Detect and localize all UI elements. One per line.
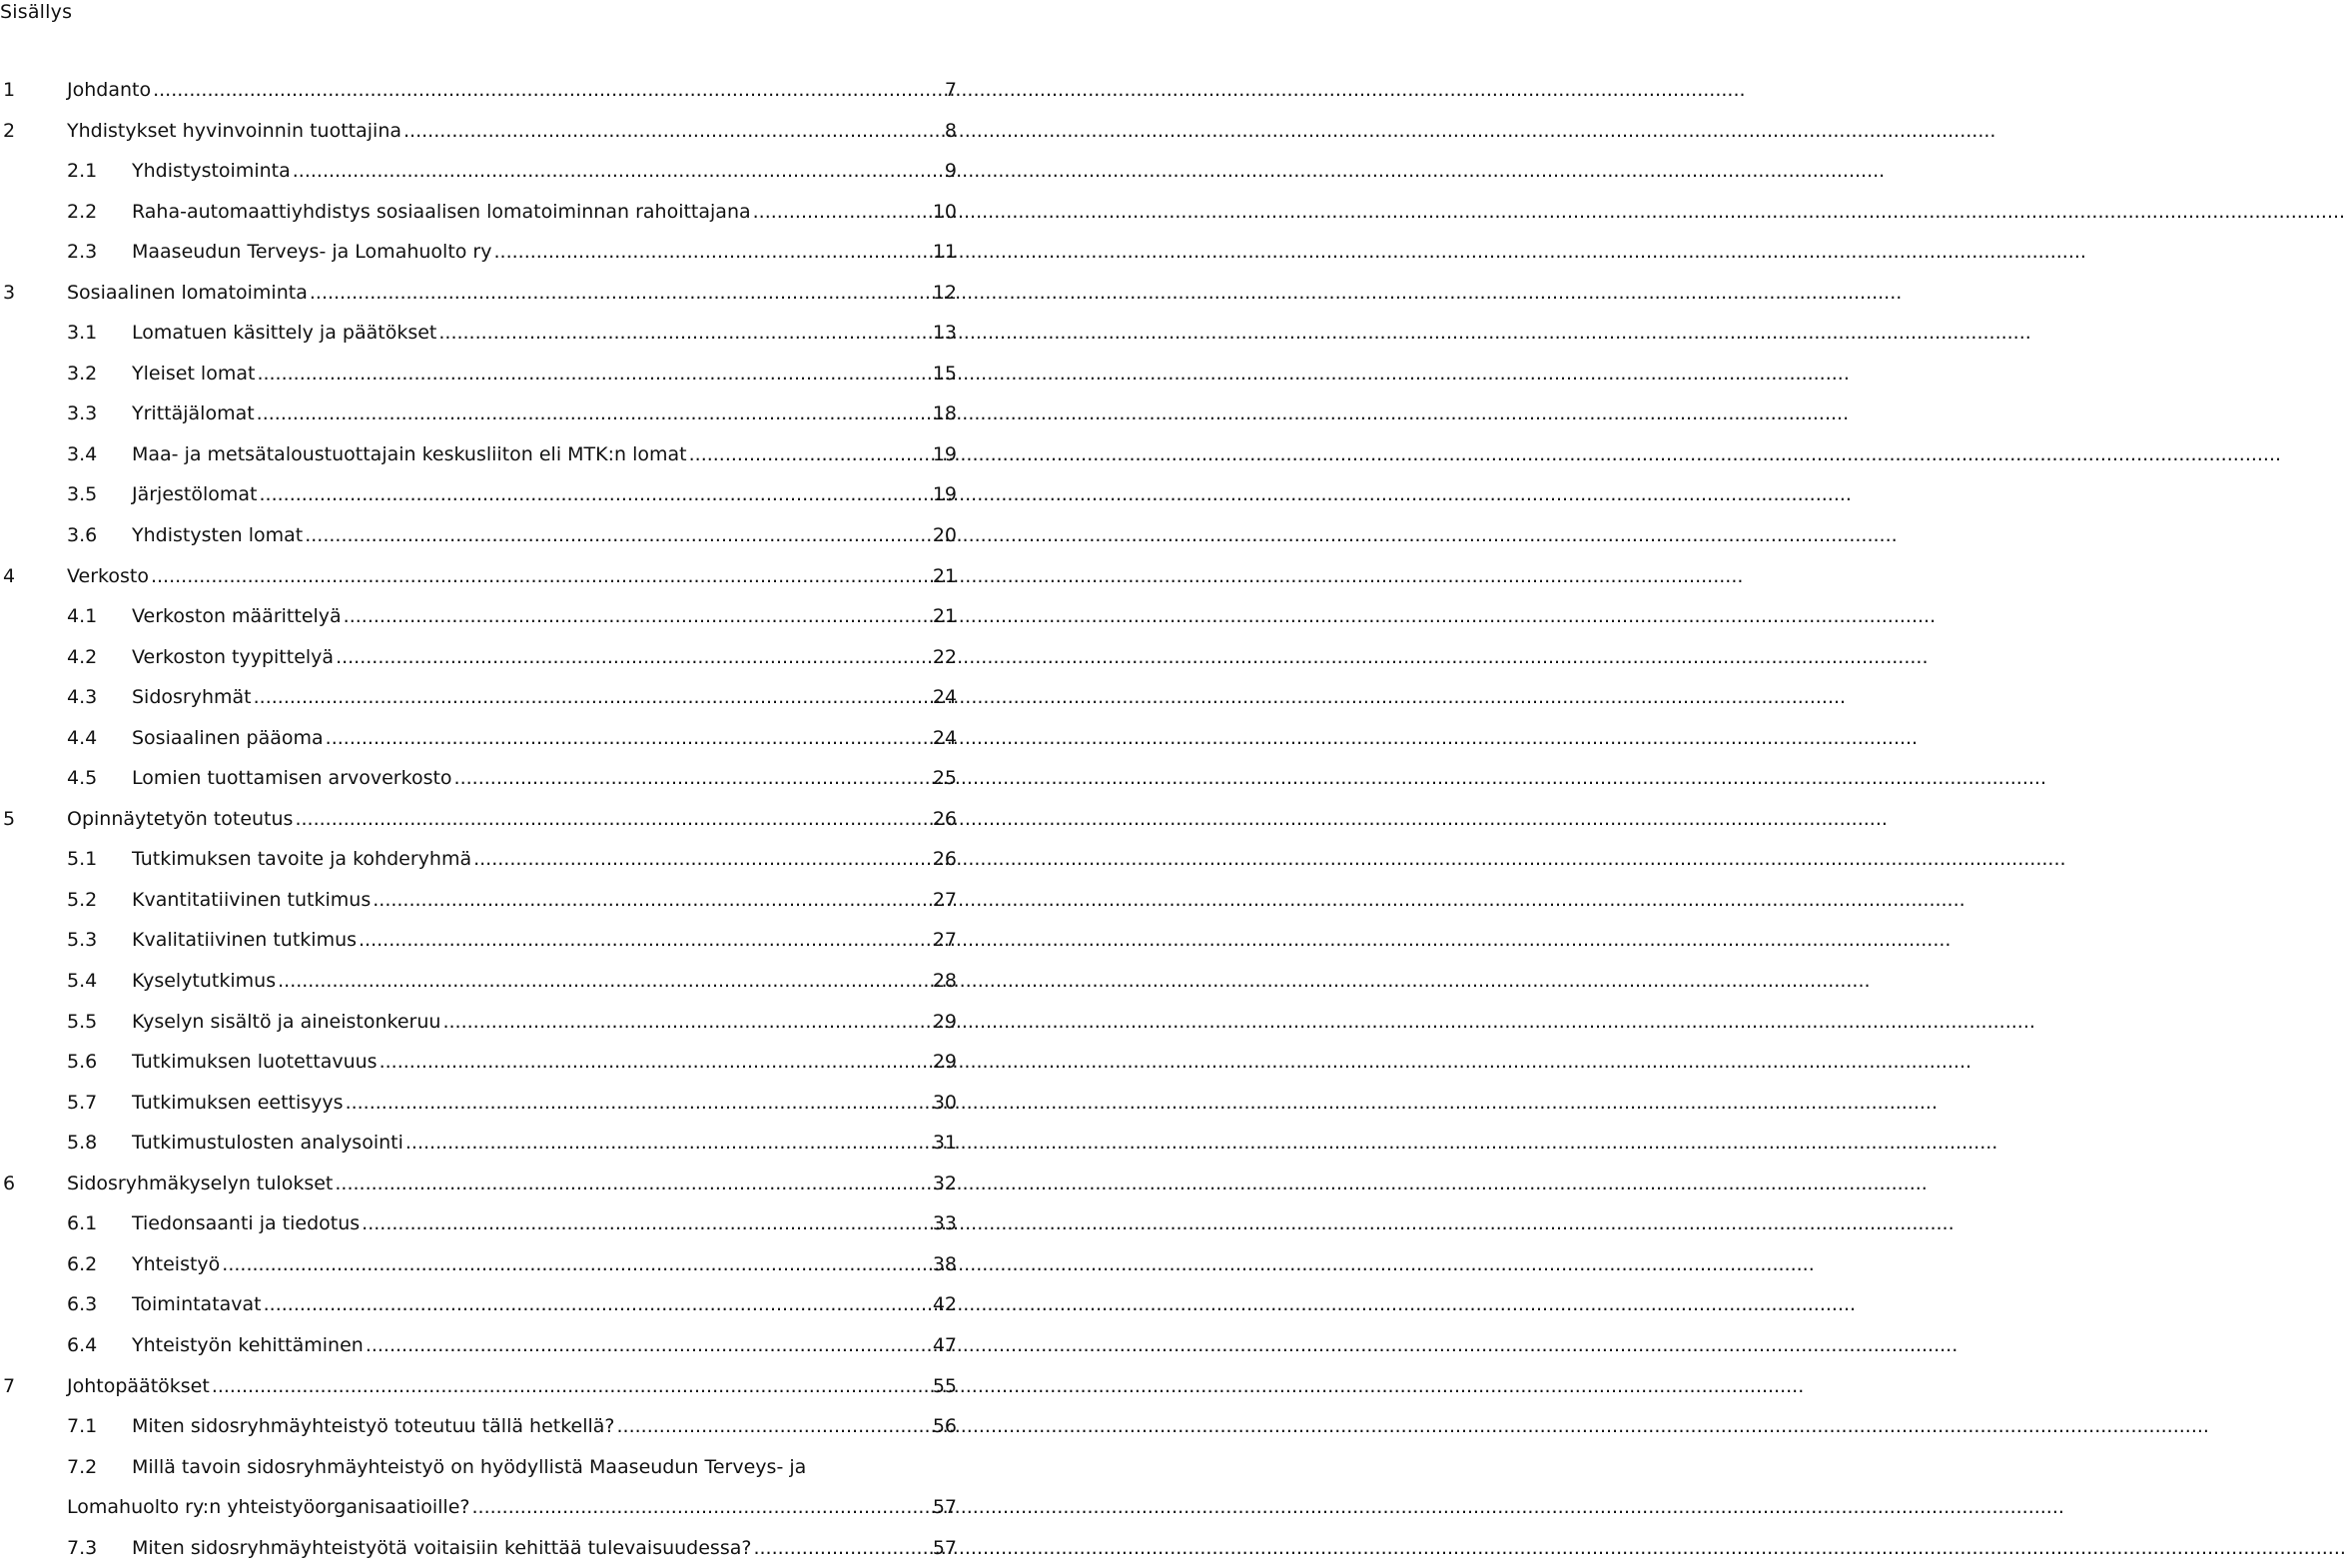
toc-entry[interactable] xyxy=(0,192,957,233)
toc-entry-number: 5.6 xyxy=(67,1051,98,1074)
toc-entry[interactable] xyxy=(0,515,957,556)
toc-entry-number: 7 xyxy=(3,1374,16,1397)
toc-entry-page-number: 30 xyxy=(932,1091,957,1114)
toc-entry-number: 1 xyxy=(3,79,16,101)
toc-entry[interactable] xyxy=(0,1042,957,1083)
toc-dot-leader xyxy=(257,354,929,394)
toc-dot-leader xyxy=(753,192,930,233)
toc-entry[interactable] xyxy=(0,1447,957,1488)
toc-entry-title: Tutkimuksen tavoite ja kohderyhmä xyxy=(132,848,472,871)
toc-entry-page-number: 28 xyxy=(932,970,957,993)
toc-dot-leader xyxy=(346,1083,930,1124)
toc-entry-page-number: 56 xyxy=(932,1415,957,1438)
toc-dot-leader xyxy=(254,677,930,718)
toc-entry-page-number: 55 xyxy=(932,1374,957,1397)
toc-entry-title: Kvantitatiivinen tutkimus xyxy=(132,888,372,911)
toc-entry[interactable] xyxy=(0,1528,957,1568)
toc-entry-title: Opinnäytetyön toteutus xyxy=(67,807,294,830)
toc-entry-title: Yhdistykset hyvinvoinnin tuottajina xyxy=(67,119,402,142)
toc-entry-number: 7.3 xyxy=(67,1536,98,1559)
toc-entry-title: Sidosryhmät xyxy=(132,686,252,709)
toc-entry-page-number: 57 xyxy=(932,1536,957,1559)
toc-entry-number: 2.3 xyxy=(67,241,98,264)
toc-entry[interactable] xyxy=(0,1203,957,1244)
toc-dot-leader xyxy=(344,596,930,637)
toc-entry[interactable] xyxy=(0,1002,957,1043)
toc-entry-page-number: 20 xyxy=(932,524,957,547)
toc-entry-page-number: 19 xyxy=(932,483,957,506)
toc-entry-title: Sidosryhmäkyselyn tulokset xyxy=(67,1172,334,1194)
toc-dot-leader xyxy=(403,111,942,152)
toc-dot-leader xyxy=(336,637,930,678)
toc-entry-page-number: 32 xyxy=(932,1172,957,1194)
toc-entry-number: 4.4 xyxy=(67,726,98,749)
toc-dot-leader xyxy=(689,434,930,475)
toc-entry[interactable] xyxy=(0,151,957,192)
toc-dot-leader xyxy=(405,1123,930,1164)
toc-entry-number: 3.1 xyxy=(67,322,98,345)
toc-dot-leader xyxy=(295,799,929,840)
toc-entry-number: 2.1 xyxy=(67,160,98,183)
toc-dot-leader xyxy=(335,1164,929,1204)
toc-entry-page-number: 22 xyxy=(932,645,957,668)
toc-entry-title: Verkoston tyypittelyä xyxy=(132,645,335,668)
toc-entry-number: 2 xyxy=(3,119,16,142)
toc-entry-page-number: 29 xyxy=(932,1051,957,1074)
toc-entry-page-number: 12 xyxy=(932,281,957,304)
toc-entry-title: Maaseudun Terveys- ja Lomahuolto ry xyxy=(132,241,492,264)
toc-dot-leader xyxy=(362,1203,930,1244)
toc-entry-number: 6 xyxy=(3,1172,16,1194)
toc-entry-number: 5.8 xyxy=(67,1132,98,1155)
toc-dot-leader xyxy=(278,961,930,1002)
toc-entry[interactable] xyxy=(0,1244,957,1285)
toc-entry-page-number: 21 xyxy=(932,564,957,587)
toc-entry[interactable] xyxy=(0,434,957,475)
toc-entry-page-number: 26 xyxy=(932,807,957,830)
toc-entry-title: Johtopäätökset xyxy=(67,1374,210,1397)
toc-dot-leader xyxy=(326,718,930,759)
toc-dot-leader xyxy=(212,1366,930,1407)
toc-entry-number: 6.2 xyxy=(67,1252,98,1275)
toc-entry[interactable] xyxy=(0,354,957,394)
toc-entry-title: Järjestölomat xyxy=(132,483,258,506)
toc-entry-page-number: 42 xyxy=(932,1293,957,1316)
toc-entry-page-number: 26 xyxy=(932,848,957,871)
toc-entry-number: 3 xyxy=(3,281,16,304)
toc-dot-leader xyxy=(753,1528,929,1568)
toc-entry[interactable] xyxy=(0,718,957,759)
toc-entry[interactable] xyxy=(0,273,957,314)
toc-entry[interactable] xyxy=(0,799,957,840)
toc-entry-page-number: 29 xyxy=(932,1010,957,1033)
toc-entry-number: 4.2 xyxy=(67,645,98,668)
toc-entry-title: Tutkimustulosten analysointi xyxy=(132,1132,403,1155)
toc-entry[interactable] xyxy=(0,637,957,678)
toc-entry-number: 3.4 xyxy=(67,442,98,465)
toc-entry[interactable] xyxy=(0,1083,957,1124)
toc-entry-number: 3.3 xyxy=(67,402,98,425)
toc-entry-number: 6.1 xyxy=(67,1212,98,1235)
toc-entry-title: Miten sidosryhmäyhteistyötä voitaisiin kehittää tulevaisuudessa? xyxy=(132,1536,752,1559)
toc-entry-title: Yhteistyö xyxy=(132,1252,221,1275)
toc-entry-title: Lomatuen käsittely ja päätökset xyxy=(132,322,437,345)
toc-entry-page-number: 11 xyxy=(932,241,957,264)
toc-list xyxy=(0,70,957,1568)
toc-entry-title: Kyselytutkimus xyxy=(132,970,277,993)
toc-entry-title: Yhteistyön kehittäminen xyxy=(132,1333,364,1356)
toc-entry-number: 3.2 xyxy=(67,362,98,385)
toc-entry-page-number: 33 xyxy=(932,1212,957,1235)
toc-dot-leader xyxy=(454,758,930,799)
toc-entry-title: Sosiaalinen pääoma xyxy=(132,726,324,749)
toc-entry-page-number: 27 xyxy=(932,929,957,952)
toc-entry-title: Toimintatavat xyxy=(132,1293,262,1316)
toc-entry-page-number: 18 xyxy=(932,402,957,425)
toc-entry[interactable] xyxy=(0,556,957,597)
toc-entry-number: 4.3 xyxy=(67,686,98,709)
toc-entry-title: Yhdistysten lomat xyxy=(132,524,304,547)
toc-entry-title: Tiedonsaanti ja tiedotus xyxy=(132,1212,361,1235)
toc-entry-title: Miten sidosryhmäyhteistyö toteutuu tällä hetkellä? xyxy=(132,1415,615,1438)
toc-entry-number: 3.6 xyxy=(67,524,98,547)
toc-entry-title: Kyselyn sisältö ja aineistonkeruu xyxy=(132,1010,441,1033)
toc-entry-number: 5.4 xyxy=(67,970,98,993)
toc-entry[interactable] xyxy=(0,1406,957,1447)
toc-entry-page-number: 9 xyxy=(944,160,957,183)
toc-entry-title: Tutkimuksen eettisyys xyxy=(132,1091,344,1114)
toc-entry[interactable] xyxy=(0,1164,957,1204)
toc-entry-number: 5.2 xyxy=(67,888,98,911)
toc-entry[interactable] xyxy=(0,1284,957,1325)
toc-entry-title: Sosiaalinen lomatoiminta xyxy=(67,281,308,304)
toc-entry[interactable] xyxy=(0,313,957,354)
toc-entry[interactable] xyxy=(0,1487,957,1528)
toc-entry[interactable] xyxy=(0,111,957,152)
toc-entry-page-number: 21 xyxy=(932,605,957,628)
toc-entry-page-number: 31 xyxy=(932,1132,957,1155)
toc-entry-number: 5.7 xyxy=(67,1091,98,1114)
toc-dot-leader xyxy=(373,880,930,921)
toc-dot-leader xyxy=(293,151,942,192)
toc-entry-page-number: 15 xyxy=(932,362,957,385)
toc-entry-number: 2.2 xyxy=(67,200,98,223)
toc-entry-page-number: 10 xyxy=(932,200,957,223)
toc-entry-page-number: 57 xyxy=(932,1496,957,1519)
toc-entry[interactable] xyxy=(0,70,957,111)
toc-dot-leader xyxy=(617,1406,930,1447)
toc-entry-number: 4 xyxy=(3,564,16,587)
toc-entry-page-number: 25 xyxy=(932,767,957,790)
toc-entry-page-number: 38 xyxy=(932,1252,957,1275)
toc-dot-leader xyxy=(264,1284,930,1325)
toc-entry-number: 5.3 xyxy=(67,929,98,952)
toc-entry-number: 3.5 xyxy=(67,483,98,506)
toc-dot-leader xyxy=(494,232,930,273)
toc-entry-title: Tutkimuksen luotettavuus xyxy=(132,1051,378,1074)
toc-dot-leader xyxy=(305,515,930,556)
toc-entry-page-number: 47 xyxy=(932,1333,957,1356)
toc-entry-title: Kvalitatiivinen tutkimus xyxy=(132,929,358,952)
toc-entry-title: Johdanto xyxy=(67,79,152,101)
toc-dot-leader xyxy=(366,1325,930,1366)
toc-entry[interactable] xyxy=(0,839,957,880)
toc-dot-leader xyxy=(471,1487,929,1528)
toc-entry-number: 5 xyxy=(3,807,16,830)
toc-entry[interactable] xyxy=(0,920,957,961)
toc-entry-number: 4.5 xyxy=(67,767,98,790)
toc-entry-title: Raha-automaattiyhdistys sosiaalisen lomatoiminnan rahoittajana xyxy=(132,200,751,223)
toc-dot-leader xyxy=(153,70,942,111)
toc-entry-title: Yhdistystoiminta xyxy=(132,160,291,183)
toc-entry[interactable] xyxy=(0,596,957,637)
toc-heading: Sisällys xyxy=(0,1,73,23)
toc-entry[interactable] xyxy=(0,232,957,273)
toc-entry[interactable] xyxy=(0,1123,957,1164)
toc-dot-leader xyxy=(260,474,930,515)
toc-entry[interactable] xyxy=(0,961,957,1002)
toc-dot-leader xyxy=(257,393,930,434)
toc-entry-title: Yleiset lomat xyxy=(132,362,256,385)
toc-dot-leader xyxy=(359,920,930,961)
toc-entry[interactable] xyxy=(0,758,957,799)
toc-entry-number: 4.1 xyxy=(67,605,98,628)
toc-entry-page-number: 7 xyxy=(944,79,957,101)
toc-entry-number: 6.4 xyxy=(67,1333,98,1356)
toc-entry-title: Verkosto xyxy=(67,564,149,587)
toc-entry-page-number: 19 xyxy=(932,442,957,465)
toc-entry-title: Lomahuolto ry:n yhteistyöorganisaatioille? xyxy=(67,1496,470,1519)
toc-entry-page-number: 8 xyxy=(944,119,957,142)
toc-dot-leader xyxy=(473,839,930,880)
toc-entry[interactable] xyxy=(0,880,957,921)
toc-entry[interactable] xyxy=(0,677,957,718)
toc-entry-number: 5.5 xyxy=(67,1010,98,1033)
toc-entry-page-number: 27 xyxy=(932,888,957,911)
toc-dot-leader xyxy=(442,1002,929,1043)
toc-entry[interactable] xyxy=(0,393,957,434)
toc-entry-title: Maa- ja metsätaloustuottajain keskusliiton eli MTK:n lomat xyxy=(132,442,687,465)
toc-dot-leader xyxy=(310,273,930,314)
toc-entry-title: Verkoston määrittelyä xyxy=(132,605,342,628)
toc-dot-leader xyxy=(222,1244,930,1285)
toc-entry-number: 7.1 xyxy=(67,1415,98,1438)
toc-dot-leader xyxy=(438,313,929,354)
toc-entry[interactable] xyxy=(0,474,957,515)
toc-entry-number: 7.2 xyxy=(67,1455,98,1478)
toc-entry-number: 6.3 xyxy=(67,1293,98,1316)
toc-dot-leader xyxy=(151,556,930,597)
toc-entry-page-number: 24 xyxy=(932,686,957,709)
toc-entry-number: 5.1 xyxy=(67,848,98,871)
toc-dot-leader xyxy=(380,1042,930,1083)
toc-entry-page-number: 24 xyxy=(932,726,957,749)
toc-entry-page-number: 13 xyxy=(932,322,957,345)
toc-entry-title: Millä tavoin sidosryhmäyhteistyö on hyödyllistä Maaseudun Terveys- ja xyxy=(132,1455,807,1478)
toc-entry[interactable] xyxy=(0,1366,957,1407)
toc-entry-title: Yrittäjälomat xyxy=(132,402,255,425)
toc-entry[interactable] xyxy=(0,1325,957,1366)
toc-entry-title: Lomien tuottamisen arvoverkosto xyxy=(132,767,452,790)
